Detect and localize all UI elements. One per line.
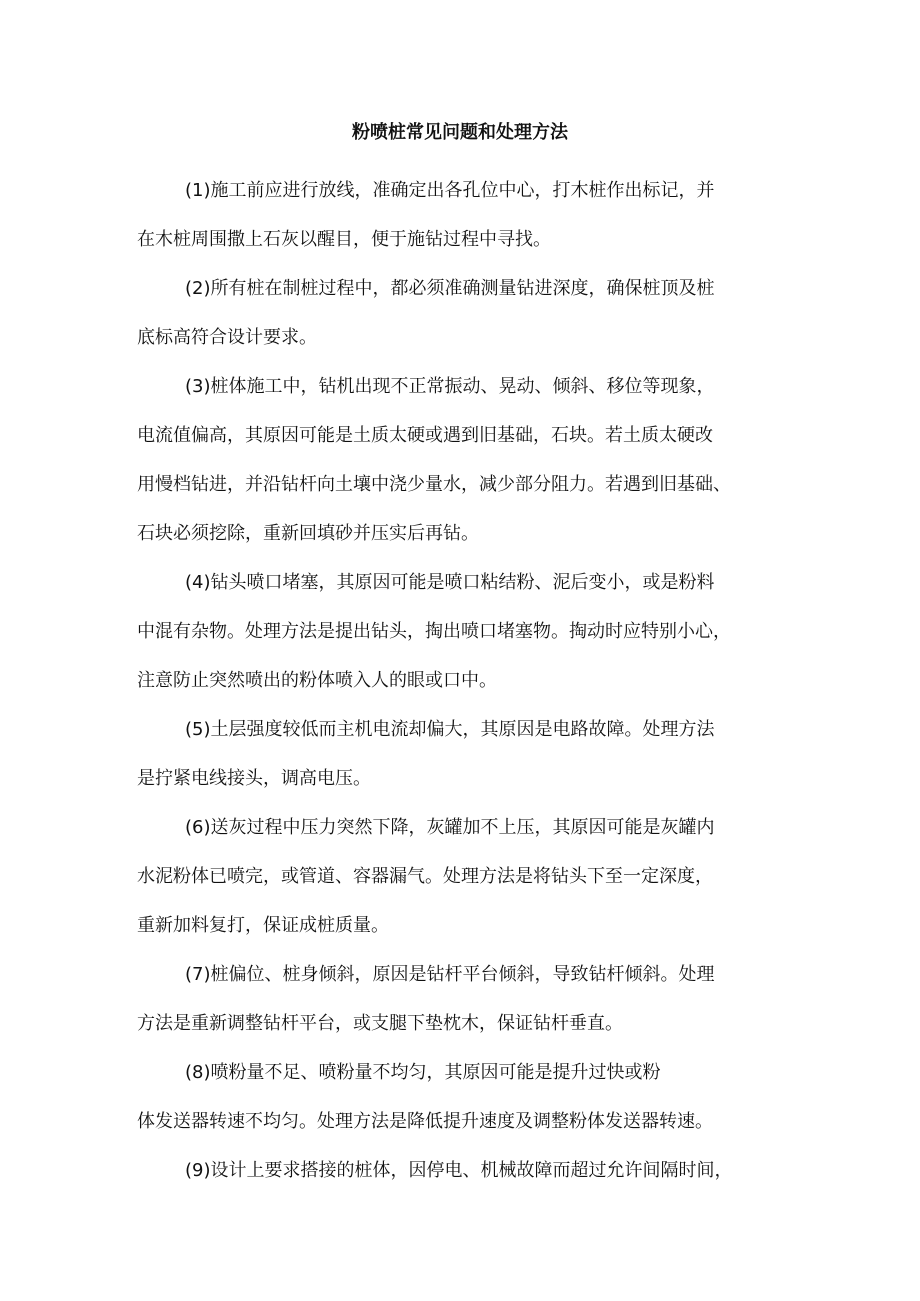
paragraph-line: (7)桩偏位、桩身倾斜，原因是钻杆平台倾斜，导致钻杆倾斜。处理: [185, 964, 715, 985]
paragraph-line: 水泥粉体已喷完，或管道、容器漏气。处理方法是将钻头下至一定深度，: [137, 866, 713, 887]
paragraph-3: [137, 362, 785, 558]
paragraph-line: 注意防止突然喷出的粉体喷入人的眼或口中。: [137, 670, 497, 691]
paragraph-8: [137, 1048, 785, 1146]
paragraph-line: 底标高符合设计要求。: [137, 327, 317, 348]
paragraph-line: 重新加料复打，保证成桩质量。: [137, 915, 389, 936]
document-title: 粉喷桩常见问题和处理方法: [352, 122, 568, 143]
paragraph-1: [137, 166, 785, 264]
paragraph-6: [137, 803, 785, 950]
paragraph-line: (5)土层强度较低而主机电流却偏大，其原因是电路故障。处理方法: [185, 719, 715, 740]
paragraph-line: (2)所有桩在制桩过程中，都必须准确测量钻进深度，确保桩顶及桩: [185, 278, 715, 299]
paragraph-line: 石块必须挖除，重新回填砂并压实后再钻。: [137, 523, 479, 544]
paragraph-2: [137, 264, 785, 362]
paragraph-9: [137, 1146, 785, 1195]
paragraph-line: (6)送灰过程中压力突然下降，灰罐加不上压，其原因可能是灰罐内: [185, 817, 715, 838]
paragraph-5: [137, 705, 785, 803]
paragraph-line: (3)桩体施工中，钻机出现不正常振动、晃动、倾斜、移位等现象，: [185, 376, 715, 397]
paragraph-line: (1)施工前应进行放线，准确定出各孔位中心，打木桩作出标记，并: [185, 180, 715, 201]
paragraph-line: 方法是重新调整钻杆平台，或支腿下垫枕木，保证钻杆垂直。: [137, 1013, 623, 1034]
paragraph-7: [137, 950, 785, 1048]
paragraph-line: (9)设计上要求搭接的桩体，因停电、机械故障而超过允许间隔时间，: [185, 1160, 733, 1181]
paragraph-line: 用慢档钻进，并沿钻杆向土壤中浇少量水，减少部分阻力。若遇到旧基础、: [137, 474, 731, 495]
paragraph-line: (4)钻头喷口堵塞，其原因可能是喷口粘结粉、泥后变小，或是粉料: [185, 572, 715, 593]
paragraph-line: 在木桩周围撒上石灰以醒目，便于施钻过程中寻找。: [137, 229, 551, 250]
paragraph-line: (8)喷粉量不足、喷粉量不均匀，其原因可能是提升过快或粉: [185, 1062, 661, 1083]
paragraph-line: 体发送器转速不均匀。处理方法是降低提升速度及调整粉体发送器转速。: [137, 1111, 713, 1132]
paragraph-line: 电流值偏高，其原因可能是土质太硬或遇到旧基础，石块。若土质太硬改: [137, 425, 713, 446]
paragraph-line: 是拧紧电线接头，调高电压。: [137, 768, 371, 789]
paragraph-line: 中混有杂物。处理方法是提出钻头，掏出喷口堵塞物。掏动时应特别小心，: [137, 621, 731, 642]
paragraph-4: [137, 558, 785, 705]
